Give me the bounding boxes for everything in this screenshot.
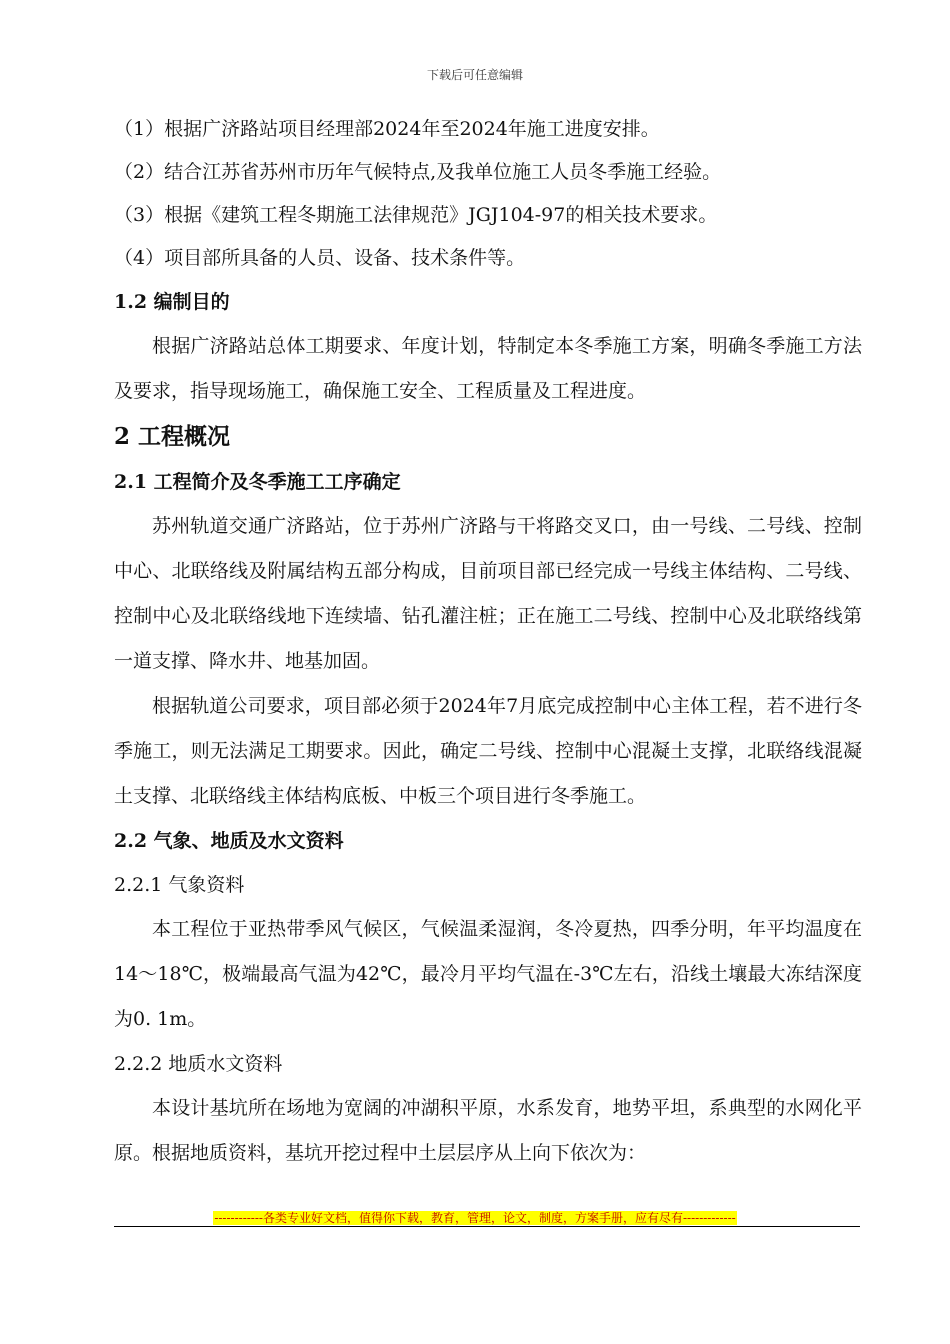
- section-2-1-paragraph-2: 根据轨道公司要求，项目部必须于2024年7月底完成控制中心主体工程，若不进行冬季施工，则无法满足工期要求。因此，确定二号线、控制中心混凝土支撑，北联络线混凝土支撑、北联络线主体结构底板、中板三个项目进行冬季施工。: [114, 695, 862, 807]
- section-heading-2-2: 2.2 气象、地质及水文资料: [114, 830, 344, 852]
- basis-item-1: （1）根据广济路站项目经理部2024年至2024年施工进度安排。: [114, 118, 660, 140]
- document-body: [114, 108, 862, 1176]
- basis-item-3: （3）根据《建筑工程冬期施工法律规范》JGJ104-97的相关技术要求。: [114, 204, 718, 226]
- footer-banner: [0, 1207, 950, 1226]
- section-2-1-paragraph-1: 苏州轨道交通广济路站，位于苏州广济路与干将路交叉口，由一号线、二号线、控制中心、北联络线及附属结构五部分构成，目前项目部已经完成一号线主体结构、二号线、控制中心及北联络线地下连续墙、钻孔灌注桩；正在施工二号线、控制中心及北联络线第一道支撑、降水井、地基加固。: [114, 515, 862, 672]
- header-note: 下载后可任意编辑: [426, 68, 523, 82]
- section-2-2-1-paragraph: 本工程位于亚热带季风气候区，气候温柔湿润，冬冷夏热，四季分明，年平均温度在14～18℃，极端最高气温为42℃，最冷月平均气温在-3℃左右，沿线土壤最大冻结深度为0. 1m。: [114, 918, 862, 1030]
- section-heading-2-1: 2.1 工程简介及冬季施工工序确定: [114, 471, 401, 493]
- basis-item-2: （2）结合江苏省苏州市历年气候特点,及我单位施工人员冬季施工经验。: [114, 161, 722, 183]
- footer-banner-text: ------------各类专业好文档，值得你下载，教育，管理，论文，制度，方案手册，应有尽有-------------: [214, 1211, 736, 1225]
- section-heading-1-2: 1.2 编制目的: [114, 291, 230, 313]
- section-2-2-2-paragraph: 本设计基坑所在场地为宽阔的冲湖积平原，水系发育，地势平坦，系典型的水网化平原。根据地质资料，基坑开挖过程中土层层序从上向下依次为：: [114, 1097, 862, 1164]
- footer-divider: [114, 1226, 860, 1227]
- section-1-2-paragraph: 根据广济路站总体工期要求、年度计划，特制定本冬季施工方案，明确冬季施工方法及要求，指导现场施工，确保施工安全、工程质量及工程进度。: [114, 335, 862, 402]
- section-heading-2-2-1: 2.2.1 气象资料: [114, 874, 245, 896]
- basis-item-4: （4）项目部所具备的人员、设备、技术条件等。: [114, 247, 526, 269]
- section-heading-2: 2 工程概况: [114, 423, 231, 450]
- section-heading-2-2-2: 2.2.2 地质水文资料: [114, 1053, 283, 1075]
